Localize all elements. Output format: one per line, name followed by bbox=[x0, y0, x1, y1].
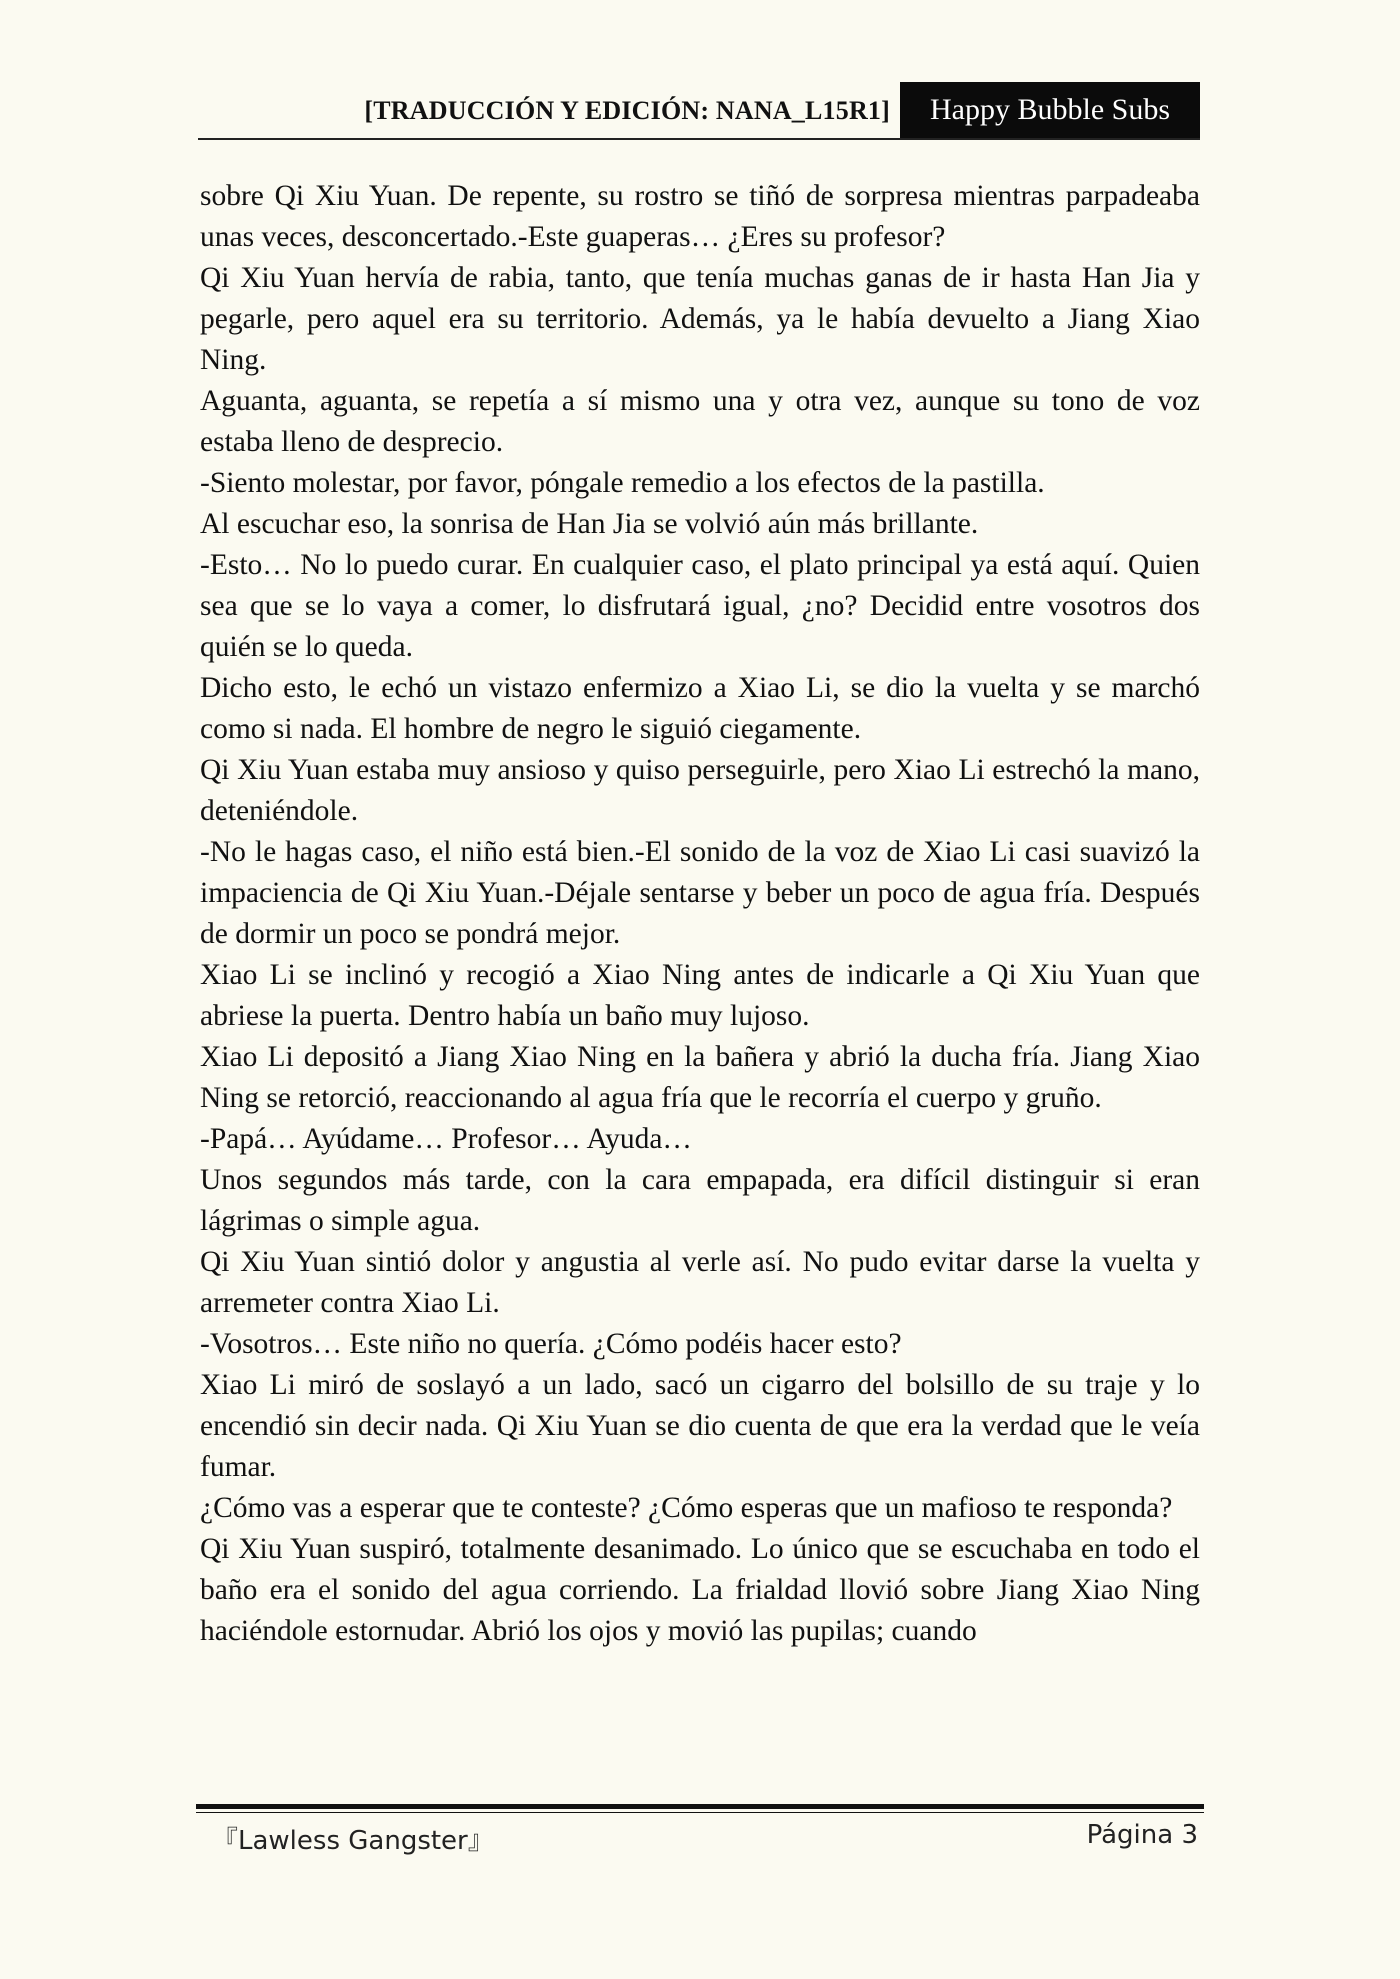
paragraph: sobre Qi Xiu Yuan. De repente, su rostro se tiñó de sorpresa mientras parpadeaba unas veces, desconcertado.-Este guaperas… ¿Eres su profesor? bbox=[200, 180, 1200, 253]
paragraph: ¿Cómo vas a esperar que te conteste? ¿Cómo esperas que un mafioso te responda? bbox=[200, 1492, 1173, 1524]
paragraph: -Vosotros… Este niño no quería. ¿Cómo podéis hacer esto? bbox=[200, 1328, 902, 1360]
translation-credit: [TRADUCCIÓN Y EDICIÓN: NANA_L15R1] bbox=[364, 96, 890, 125]
footer-divider-thin bbox=[196, 1812, 1204, 1813]
paragraph: Qi Xiu Yuan suspiró, totalmente desanimado. Lo único que se escuchaba en todo el baño era el sonido del agua corriendo. La frialdad llovió sobre Jiang Xiao Ning haciéndole estornudar. Abrió los ojos y movió las pupilas; cuando bbox=[200, 1533, 1200, 1647]
paragraph: Qi Xiu Yuan hervía de rabia, tanto, que tenía muchas ganas de ir hasta Han Jia y pegarle, pero aquel era su territorio. Además, ya le había devuelto a Jiang Xiao Ning. bbox=[200, 262, 1200, 376]
paragraph: Unos segundos más tarde, con la cara empapada, era difícil distinguir si eran lágrimas o simple agua. bbox=[200, 1164, 1200, 1237]
paragraph: Aguanta, aguanta, se repetía a sí mismo una y otra vez, aunque su tono de voz estaba lleno de desprecio. bbox=[200, 385, 1200, 458]
paragraph: -Esto… No lo puedo curar. En cualquier caso, el plato principal ya está aquí. Quien sea que se lo vaya a comer, lo disfrutará igual, ¿no? Decidid entre vosotros dos quién se lo queda. bbox=[200, 549, 1200, 663]
paragraph: Xiao Li depositó a Jiang Xiao Ning en la bañera y abrió la ducha fría. Jiang Xiao Ning se retorció, reaccionando al agua fría que le recorría el cuerpo y gruño. bbox=[200, 1041, 1200, 1114]
paragraph: Xiao Li se inclinó y recogió a Xiao Ning antes de indicarle a Qi Xiu Yuan que abriese la puerta. Dentro había un baño muy lujoso. bbox=[200, 959, 1200, 1032]
paragraph: Qi Xiu Yuan estaba muy ansioso y quiso perseguirle, pero Xiao Li estrechó la mano, deteniéndole. bbox=[200, 754, 1200, 827]
document-body bbox=[200, 176, 1200, 1652]
paragraph: Al escuchar eso, la sonrisa de Han Jia se volvió aún más brillante. bbox=[200, 508, 979, 540]
page-header bbox=[198, 82, 1200, 140]
page-number: Página 3 bbox=[1086, 1820, 1198, 1850]
paragraph: -Siento molestar, por favor, póngale remedio a los efectos de la pastilla. bbox=[200, 467, 1045, 499]
paragraph: Qi Xiu Yuan sintió dolor y angustia al verle así. No pudo evitar darse la vuelta y arremeter contra Xiao Li. bbox=[200, 1246, 1200, 1319]
footer-book-title: 『Lawless Gangster』 bbox=[212, 1826, 494, 1856]
footer-divider bbox=[196, 1804, 1204, 1809]
paragraph: -Papá… Ayúdame… Profesor… Ayuda… bbox=[200, 1123, 692, 1155]
paragraph: Xiao Li miró de soslayó a un lado, sacó un cigarro del bolsillo de su traje y lo encendió sin decir nada. Qi Xiu Yuan se dio cuenta de que era la verdad que le veía fumar. bbox=[200, 1369, 1200, 1483]
paragraph: -No le hagas caso, el niño está bien.-El sonido de la voz de Xiao Li casi suavizó la impaciencia de Qi Xiu Yuan.-Déjale sentarse y beber un poco de agua fría. Después de dormir un poco se pondrá mejor. bbox=[200, 836, 1200, 950]
brand-label: Happy Bubble Subs bbox=[900, 82, 1200, 138]
paragraph: Dicho esto, le echó un vistazo enfermizo a Xiao Li, se dio la vuelta y se marchó como si nada. El hombre de negro le siguió ciegamente. bbox=[200, 672, 1200, 745]
